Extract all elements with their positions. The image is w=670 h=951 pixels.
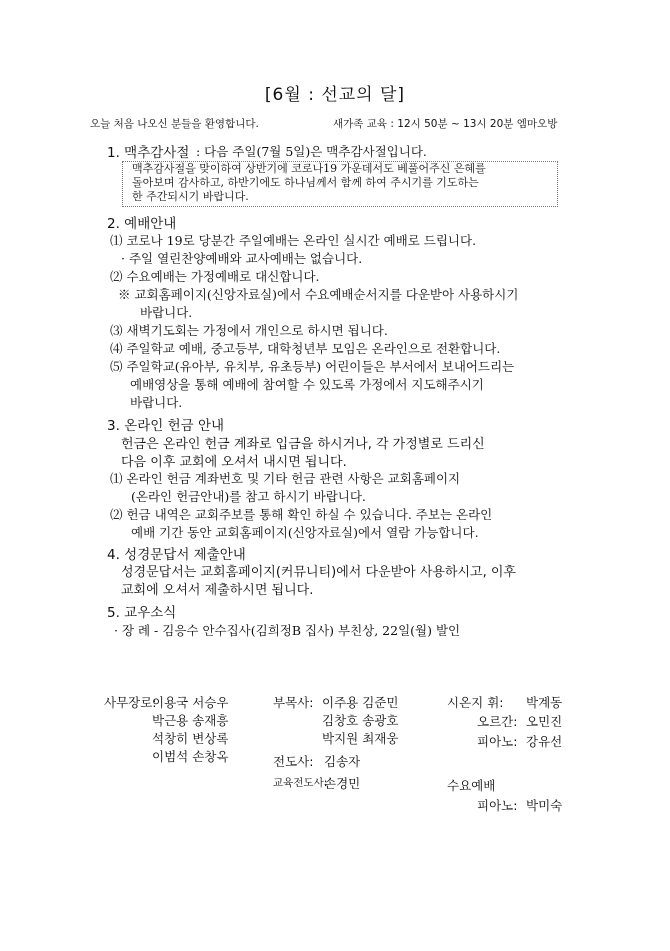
welcome-text: 오늘 처음 나오신 분들을 환영합니다. — [90, 118, 259, 130]
wednesday-pianist-name: 박미숙 — [526, 798, 563, 813]
bible-qa-line: 교회에 오셔서 제출하시면 됩니다. — [121, 583, 314, 598]
section-2-heading: 2. 예배안내 — [107, 216, 177, 232]
offering-line: ⑴ 온라인 헌금 계좌번호 및 기타 헌금 관련 사항은 교회홈페이지 — [110, 471, 461, 486]
associate-pastor-names: 박지원 최재웅 — [322, 731, 399, 746]
associate-pastor-names: 이주용 김준민 — [322, 695, 399, 710]
section-4-heading: 4. 성경문답서 제출안내 — [107, 547, 246, 563]
worship-line: 바랍니다. — [140, 305, 193, 320]
worship-line: ⑶ 새벽기도회는 가정에서 개인으로 하시면 됩니다. — [110, 323, 388, 338]
member-news-line: · 장 례 - 김응수 안수집사(김희정B 집사) 부친상, 22일(월) 발인 — [114, 623, 461, 638]
office-elders-names: 이용국 서승우 — [152, 695, 229, 710]
conductor-name: 박계동 — [526, 695, 563, 710]
evangelist-label: 전도사: — [273, 754, 314, 769]
notice-line: 맥추감사절을 맞이하여 상반기에 코로나19 가운데서도 베풀어주신 은혜를 — [132, 162, 486, 175]
notice-line: 돌아보며 감사하고, 하반기에도 하나님께서 함께 하여 주시기를 기도하는 — [132, 176, 479, 189]
section-1-heading: 1. 맥추감사절 — [107, 145, 190, 161]
bible-qa-line: 성경문답서는 교회홈페이지(커뮤니티)에서 다운받아 사용하시고, 이후 — [121, 565, 516, 580]
worship-line: ⑸ 주일학교(유아부, 유치부, 유초등부) 어린이들은 부서에서 보내어드리는 — [110, 359, 515, 374]
family-education-text: 새가족 교육 : 12시 50분 ~ 13시 20분 엠마오방 — [333, 118, 558, 130]
offering-line: (온라인 헌금안내)를 참고 하시기 바랍니다. — [131, 489, 366, 504]
offering-intro-line: 다음 이후 교회에 오셔서 내시면 됩니다. — [121, 455, 347, 470]
section-3-heading: 3. 온라인 헌금 안내 — [107, 418, 225, 434]
offering-line: 예배 기간 동안 교회홈페이지(신앙자료실)에서 열람 가능합니다. — [131, 525, 479, 540]
office-elders-names: 이범석 손창옥 — [152, 749, 229, 764]
worship-line: ⑷ 주일학교 예배, 중고등부, 대학청년부 모임은 온라인으로 전환합니다. — [110, 341, 501, 356]
offering-intro-line: 헌금은 온라인 헌금 계좌로 입금을 하시거나, 각 가정별로 드리신 — [121, 437, 485, 452]
office-elders-label: 사무장로: — [104, 695, 157, 710]
offering-line: ⑵ 헌금 내역은 교회주보를 통해 확인 하실 수 있습니다. 주보는 온라인 — [110, 507, 493, 522]
office-elders-names: 석창히 변상록 — [152, 731, 229, 746]
associate-pastor-names: 김창호 송광호 — [322, 713, 399, 728]
wednesday-worship-label: 수요예배 — [447, 778, 496, 793]
worship-line: 바랍니다. — [130, 395, 183, 410]
wednesday-pianist-label: 피아노: — [477, 798, 518, 813]
worship-line: 예배영상을 통해 예배에 참여할 수 있도록 가정에서 지도해주시기 — [130, 377, 484, 392]
associate-pastor-label: 부목사: — [273, 695, 314, 710]
section-5-heading: 5. 교우소식 — [107, 605, 177, 621]
organist-label: 오르간: — [477, 714, 518, 729]
education-evangelist-name: 손경민 — [324, 776, 361, 791]
education-evangelist-label: 교육전도사: — [273, 777, 328, 789]
worship-line: ⑵ 수요예배는 가정예배로 대신합니다. — [110, 269, 320, 284]
conductor-label: 시온지 휘: — [447, 695, 504, 710]
pianist-label: 피아노: — [477, 734, 518, 749]
evangelist-name: 김송자 — [324, 754, 361, 769]
worship-line: · 주일 열린찬양예배와 교사예배는 없습니다. — [121, 251, 363, 266]
office-elders-names: 박근용 송재흥 — [152, 713, 229, 728]
organist-name: 오민진 — [526, 714, 563, 729]
worship-line: ⑴ 코로나 19로 당분간 주일예배는 온라인 실시간 예배로 드립니다. — [110, 233, 477, 248]
page-title: [6월 : 선교의 달] — [264, 85, 406, 105]
pianist-name: 강유선 — [526, 734, 563, 749]
notice-line: 한 주간되시기 바랍니다. — [132, 190, 249, 203]
section-1-text: : 다음 주일(7월 5일)은 맥추감사절입니다. — [196, 144, 427, 159]
worship-line: ※ 교회홈페이지(신앙자료실)에서 수요예배순서지를 다운받아 사용하시기 — [118, 287, 519, 302]
thanksgiving-notice-box — [122, 161, 558, 207]
